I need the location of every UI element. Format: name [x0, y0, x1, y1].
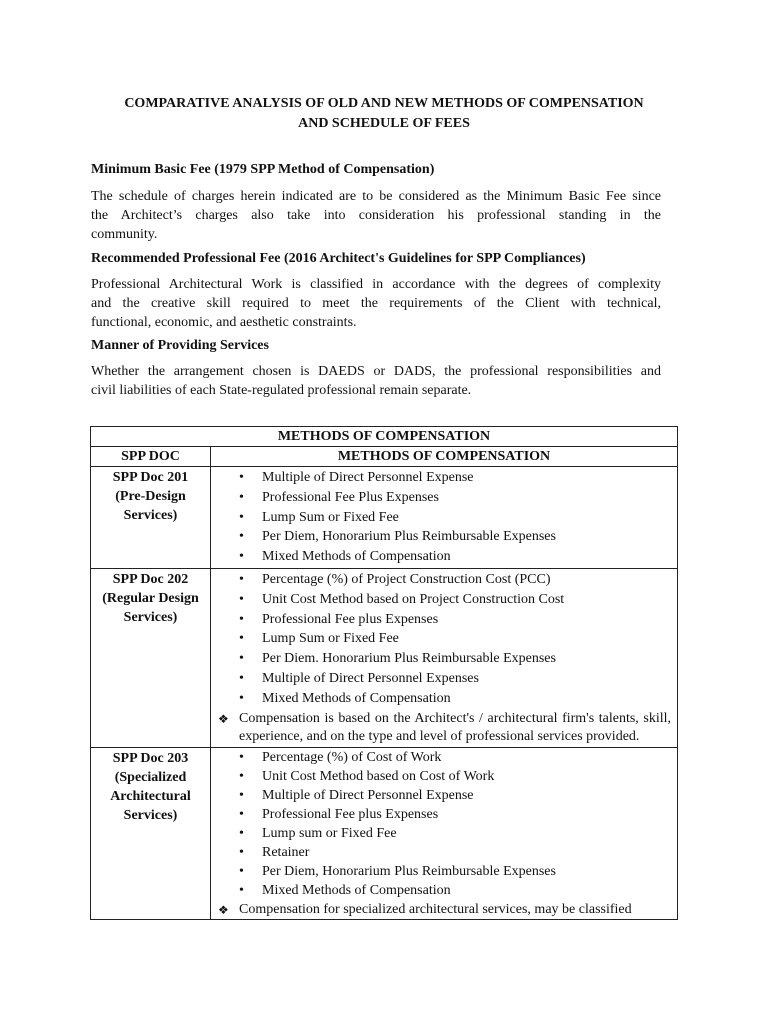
document-title: COMPARATIVE ANALYSIS OF OLD AND NEW METHODS OF COMPENSATION AND SCHEDULE OF FEES	[124, 96, 644, 131]
bullet-icon: •	[239, 571, 244, 587]
list-item: • Percentage (%) of Cost of Work	[239, 749, 442, 765]
compensation-note: ❖ Compensation is based on the Architect's / architectural firm's talents, skill, experience, and on the type and level of professional services provided.	[218, 710, 671, 745]
methods-list	[211, 569, 677, 710]
bullet-icon: •	[239, 882, 244, 898]
bullet-icon: •	[239, 489, 244, 505]
methods-cell	[211, 568, 678, 747]
bullet-icon: •	[239, 509, 244, 525]
paragraph-manner-of-providing-services: Whether the arrangement chosen is DAEDS or DADS, the professional responsibilities and civil liabilities of each State-regulated professional remain separate.	[91, 364, 661, 398]
bullet-icon: •	[239, 768, 244, 784]
bullet-icon: •	[239, 787, 244, 803]
table-row	[91, 747, 678, 919]
list-item: • Professional Fee Plus Expenses	[211, 488, 677, 508]
bullet-icon: •	[239, 670, 244, 686]
spp-doc-cell: SPP Doc 203 (Specialized Architectural Services)	[91, 747, 211, 919]
diamond-bullet-icon: ❖	[218, 902, 229, 917]
list-item: • Lump Sum or Fixed Fee	[211, 508, 677, 528]
list-item: • Multiple of Direct Personnel Expense	[239, 787, 474, 803]
diamond-bullet-icon: ❖	[218, 711, 229, 726]
bullet-icon: •	[239, 631, 244, 647]
methods-list	[211, 467, 677, 568]
list-item: • Per Diem, Honorarium Plus Reimbursable Expenses	[211, 527, 677, 547]
table-caption: METHODS OF COMPENSATION	[91, 427, 678, 447]
spp-doc-cell: SPP Doc 202 (Regular Design Services)	[91, 568, 211, 747]
bullet-icon: •	[239, 825, 244, 841]
methods-list	[211, 748, 677, 901]
list-item: • Professional Fee plus Expenses	[239, 806, 439, 822]
list-item: • Professional Fee plus Expenses	[211, 610, 677, 630]
paragraph-minimum-basic-fee: The schedule of charges herein indicated are to be considered as the Minimum Basic Fee since the Architect’s charges also take into consideration his professional standing in the community.	[91, 189, 661, 242]
bullet-icon: •	[239, 806, 244, 822]
list-item: • Mixed Methods of Compensation	[211, 689, 677, 709]
column-header-spp-doc: SPP DOC	[91, 447, 211, 467]
section-heading-manner-of-providing-services: Manner of Providing Services	[91, 338, 269, 353]
bullet-icon: •	[239, 470, 244, 485]
section-heading-recommended-professional-fee: Recommended Professional Fee (2016 Architect's Guidelines for SPP Compliances)	[91, 251, 586, 266]
bullet-icon: •	[239, 549, 244, 565]
compensation-note: ❖ Compensation for specialized architectural services, may be classified	[211, 901, 677, 919]
list-item: • Multiple of Direct Personnel Expense	[211, 468, 677, 488]
methods-cell	[211, 467, 678, 569]
section-heading-minimum-basic-fee: Minimum Basic Fee (1979 SPP Method of Compensation)	[91, 162, 435, 177]
paragraph-recommended-professional-fee: Professional Architectural Work is classified in accordance with the degrees of complexity and the creative skill required to meet the requirements of the Client with technical, functional, economic, and aesthetic constraints.	[91, 277, 661, 330]
list-item: • Per Diem, Honorarium Plus Reimbursable Expenses	[239, 863, 556, 879]
bullet-icon: •	[239, 863, 244, 879]
bullet-icon: •	[239, 651, 244, 667]
bullet-icon: •	[239, 844, 244, 860]
bullet-icon: •	[239, 591, 244, 607]
table-row	[91, 568, 678, 747]
list-item: • Mixed Methods of Compensation	[239, 882, 451, 898]
list-item: • Retainer	[239, 844, 310, 860]
list-item: • Mixed Methods of Compensation	[211, 547, 677, 567]
table-header-row	[91, 447, 678, 467]
list-item: • Unit Cost Method based on Cost of Work	[239, 768, 495, 784]
list-item: • Unit Cost Method based on Project Construction Cost	[211, 590, 677, 610]
column-header-methods: METHODS OF COMPENSATION	[211, 447, 678, 467]
table-row	[91, 467, 678, 569]
methods-cell	[211, 747, 678, 919]
list-item: • Multiple of Direct Personnel Expenses	[211, 669, 677, 689]
list-item: • Lump sum or Fixed Fee	[239, 825, 397, 841]
spp-doc-cell: SPP Doc 201 (Pre-Design Services)	[91, 467, 211, 569]
compensation-methods-table	[90, 426, 678, 920]
table-caption-row	[91, 427, 678, 447]
bullet-icon: •	[239, 749, 244, 765]
list-item: • Per Diem. Honorarium Plus Reimbursable Expenses	[211, 649, 677, 669]
list-item: • Lump Sum or Fixed Fee	[211, 629, 677, 649]
bullet-icon: •	[239, 529, 244, 545]
bullet-icon: •	[239, 690, 244, 706]
list-item: • Percentage (%) of Project Construction Cost (PCC)	[211, 570, 677, 590]
bullet-icon: •	[239, 611, 244, 627]
